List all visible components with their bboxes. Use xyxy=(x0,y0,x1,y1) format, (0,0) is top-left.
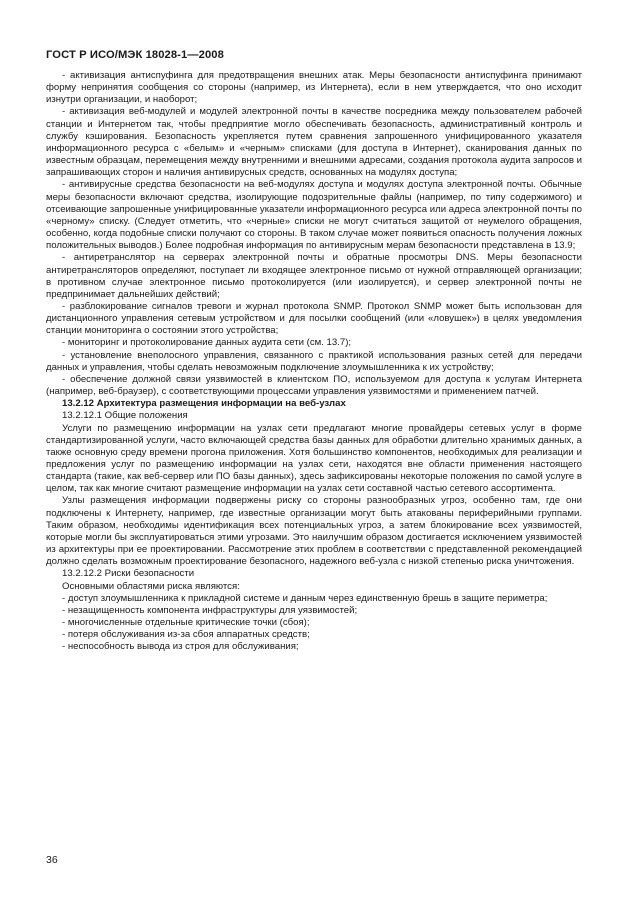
subsection-heading-13-2-12-2: 13.2.12.2 Риски безопасности xyxy=(62,568,195,580)
list-item-risk-failure-points: - многочисленные отдельные критические точки (сбоя); xyxy=(62,617,310,629)
page-number: 36 xyxy=(46,854,58,866)
subsection-heading-13-2-12-1: 13.2.12.1 Общие положения xyxy=(62,410,188,422)
paragraph-audit: - мониторинг и протоколирование данных аудита сети (см. 13.7); xyxy=(62,337,352,349)
paragraph-client-patches: - обеспечение должной связи уязвимостей в клиентском ПО, используемом для доступа к услугам Интернета (например, веб-браузер), с соответствующими процессами управления уязвимостями и применением патчей. xyxy=(46,373,582,398)
list-item-risk-hardware: - потеря обслуживания из-за сбоя аппаратных средств; xyxy=(62,629,310,641)
paragraph-antivirus: - антивирусные средства безопасности на веб-модулях доступа и модулях доступа электронной почты. Обычные меры безопасности включают средства, изолирующие подозрительные файлы (например, по типу содержимого) и отсеивающие запрошенные унифицированные указатели информационного ресурса или адреса электронной почты по «черному» списку. (Следует отметить, что «черные» списки не могут считаться защитой от неумелого обращения, особенно, когда подобные списки получают со стороны. В таком случае может появиться опасность получения ложных положительных выводов.) Более подробная информация по антивирусным мерам безопасности представлена в 13.9; xyxy=(46,179,582,252)
paragraph-antispoofing: - активизация антиспуфинга для предотвращения внешних атак. Меры безопасности антиспуфинга принимают форму непринятия сообщения со стороны (например, из Интернета), если в нем утверждается, что оно исходит изнутри организации, и наоборот; xyxy=(46,70,582,106)
document-header: ГОСТ Р ИСО/МЭК 18028-1—2008 xyxy=(46,49,224,61)
list-item-risk-perimeter: - доступ злоумышленника к прикладной системе и данным через единственную брешь в защите периметра; xyxy=(62,592,548,604)
paragraph-web-proxy: - активизация веб-модулей и модулей электронной почты в качестве посредника между пользователем рабочей станции и Интернетом так, чтобы предприятие могло обеспечивать безопасность, административный контроль и службу кэширования. Безопасность укрепляется путем сравнения запрошенного унифицированного указателя информационного ресурса с «белым» и «черным» списками (для доступа в Интернет), сканирования данных по известным образцам, перемещения между внутренними и внешними адресами, создания протокола аудита запросов и запрашивающих сторон и наличия антивирусных средств, основанных на модулях доступа; xyxy=(46,106,582,179)
paragraph-risk-areas-intro: Основными областями риска являются: xyxy=(62,580,240,592)
paragraph-out-of-band: - установление внеполосного управления, связанного с практикой использования разных сетей для передачи данных и управления, чтобы сделать невозможным подключение злоумышленника к их устройству; xyxy=(46,349,582,373)
paragraph-antirelay: - антиретранслятор на серверах электронной почты и обратные просмотры DNS. Меры безопасности антиретрансляторов определяют, поступает ли входящее электронное письмо от нужной отправляющей организации; в противном случае электронное письмо протоколируется (или изолируется), и сервер электронной почты не предпринимает дальнейших действий; xyxy=(46,252,582,300)
paragraph-hosting-threats: Узлы размещения информации подвержены риску со стороны разнообразных угроз, особенно там, где они подключены к Интернету, например, где известные организации могут быть атакованы периферийными группами. Таким образом, необходимы идентификация всех потенциальных угроз, а затем блокирование всех уязвимостей, которые могли бы эксплуатироваться этими угрозами. Это наилучшим образом достигается исключением уязвимостей из архитектуры при ее проектировании. Рассмотрение этих проблем в соответствии с представленной рекомендацией должно сделать возможным проектирование безопасного, надежного веб-узла с низкой степенью риска уничтожения. xyxy=(46,495,582,568)
paragraph-hosting-services: Услуги по размещению информации на узлах сети предлагают многие провайдеры сетевых услуг в форме стандартизированной услуги, часто включающей средства базы данных для обработки длительно хранимых данных, а также основную среду времени прогона приложения. Хотя большинство компонентов, необходимых для реализации и предложения услуг по размещению информации на узлах сети, находятся вне области применения настоящего стандарта (такие, как веб-сервер или ПО базы данных), здесь зафиксированы некоторые положения по самой услуге в целом, так как многие считают размещение информации на узлах сети составной частью сетевого ассортимента. xyxy=(46,422,582,495)
paragraph-snmp: - разблокирование сигналов тревоги и журнал протокола SNMP. Протокол SNMP может быть использован для дистанционного управления сетевым устройством и для посылки сообщений (или «ловушек») в целях уведомления станции мониторинга о состоянии этого устройства; xyxy=(46,300,582,337)
list-item-risk-maintenance: - неспособность вывода из строя для обслуживания; xyxy=(62,641,299,653)
section-heading-13-2-12: 13.2.12 Архитектура размещения информации на веб-узлах xyxy=(62,398,346,410)
list-item-risk-infrastructure: - незащищенность компонента инфраструктуры для уязвимостей; xyxy=(62,604,358,616)
document-body xyxy=(46,70,582,654)
